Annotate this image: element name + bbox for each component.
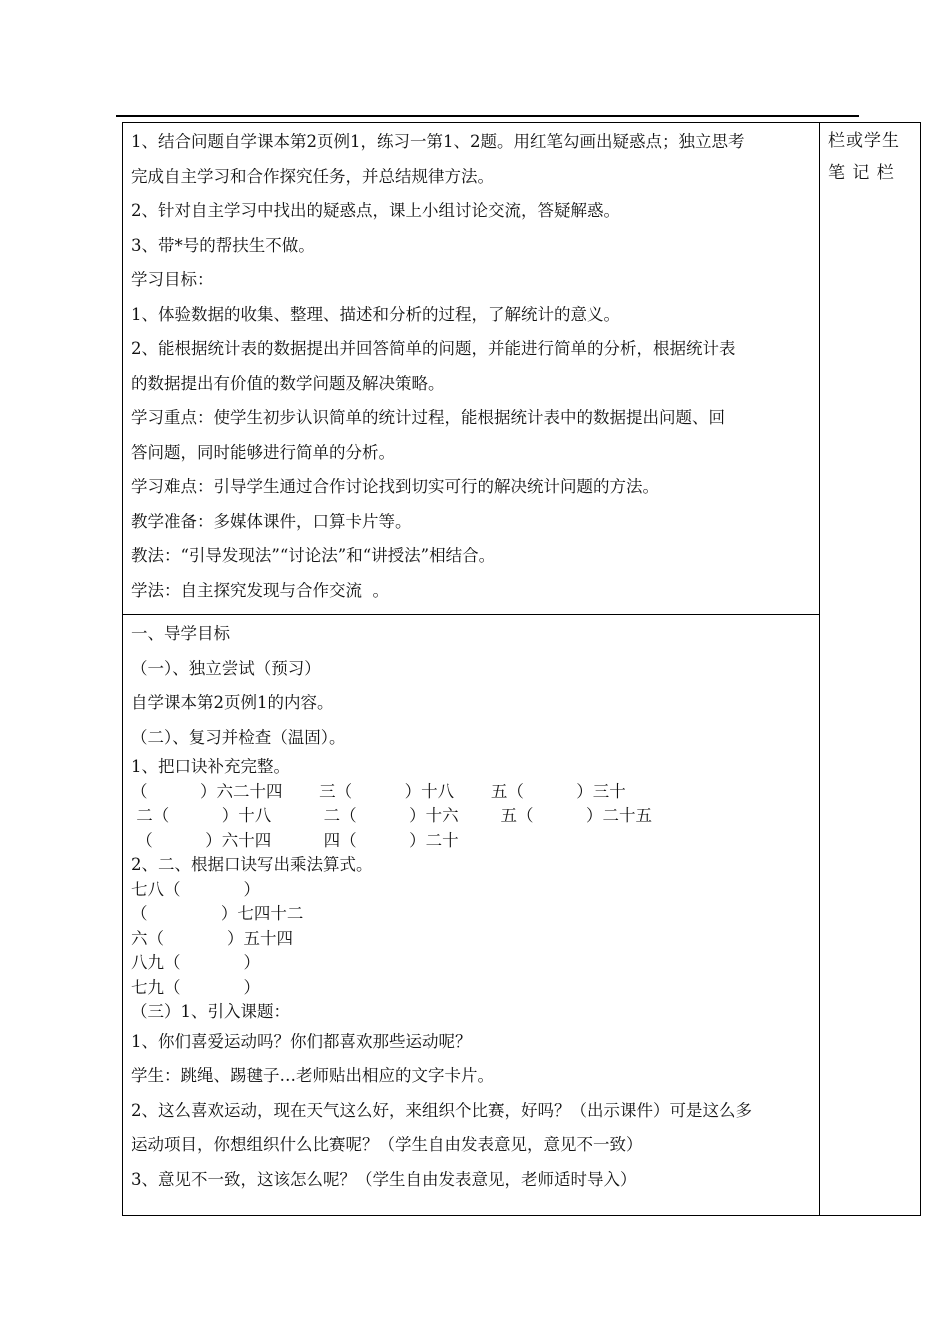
study-guide-cell: [123, 123, 820, 615]
text-line: （ ）六十四 四（ ）二十: [131, 830, 459, 850]
text-line: 1、把口诀补充完整。: [131, 757, 290, 777]
text-line: 3、意见不一致，这该怎么呢？（学生自由发表意见，老师适时导入）: [131, 1169, 637, 1189]
text-line: （ ）七四十二: [131, 904, 304, 924]
text-line: （三）1、引入课题：: [131, 1002, 290, 1022]
text-line: 学生：跳绳、踢毽子…老师贴出相应的文字卡片。: [131, 1066, 494, 1086]
header-rule: [116, 115, 859, 117]
text-line: 一、导学目标: [131, 624, 230, 644]
text-line: 1、体验数据的收集、整理、描述和分析的过程，了解统计的意义。: [131, 304, 620, 324]
text-line: 答问题，同时能够进行简单的分析。: [131, 442, 395, 462]
study-guide-text: [123, 123, 819, 608]
text-line: 学习重点：使学生初步认识简单的统计过程，能根据统计表中的数据提出问题、回: [131, 408, 725, 427]
text-line: 教学准备：多媒体课件，口算卡片等。: [131, 511, 412, 531]
text-line: 学法：自主探究发现与合作交流 。: [131, 580, 389, 600]
notes-column: [820, 123, 921, 1216]
text-line: 完成自主学习和合作探究任务，并总结规律方法。: [131, 166, 494, 186]
text-line: 2、能根据统计表的数据提出并回答简单的问题，并能进行简单的分析，根据统计表: [131, 339, 736, 358]
text-line: 八九（ ）: [131, 953, 260, 973]
notes-column-label-1: 栏或学生: [828, 131, 900, 151]
lesson-content-text: [123, 615, 819, 1197]
text-line: 自学课本第2页例1的内容。: [131, 693, 334, 713]
text-line: （一）、独立尝试（预习）: [131, 658, 321, 678]
lesson-content-cell: [123, 615, 820, 1216]
text-line: 2、针对自主学习中找出的疑惑点，课上小组讨论交流，答疑解惑。: [131, 201, 620, 220]
notes-column-label-2: 笔 记 栏: [828, 163, 895, 183]
text-line: 二（ ）十八 二（ ）十六 五（ ）二十五: [131, 806, 652, 826]
text-line: 2、二、根据口诀写出乘法算式。: [131, 855, 373, 875]
text-line: 学习难点：引导学生通过合作讨论找到切实可行的解决统计问题的方法。: [131, 477, 659, 496]
text-line: 教法：“引导发现法”“讨论法”和“讲授法”相结合。: [131, 546, 496, 565]
text-line: 的数据提出有价值的数学问题及解决策略。: [131, 373, 445, 393]
text-line: 七八（ ）: [131, 879, 260, 899]
text-line: 1、你们喜爱运动吗？你们都喜欢那些运动呢？: [131, 1031, 472, 1051]
text-line: 六（ ）五十四: [131, 928, 293, 948]
text-line: （ ）六二十四 三（ ）十八 五（ ）三十: [131, 781, 626, 801]
table-row: [123, 123, 921, 615]
text-line: 学习目标：: [131, 270, 214, 289]
text-line: 1、结合问题自学课本第2页例1，练习一第1、2题。用红笔勾画出疑惑点；独立思考: [131, 132, 745, 151]
table-row: [123, 615, 921, 1216]
text-line: 3、带*号的帮扶生不做。: [131, 235, 315, 255]
text-line: 2、这么喜欢运动，现在天气这么好，来组织个比赛，好吗？（出示课件）可是这么多: [131, 1100, 752, 1120]
lesson-plan-table: [122, 122, 921, 1216]
text-line: （二）、复习并检查（温固）。: [131, 727, 346, 747]
text-line: 七九（ ）: [131, 977, 260, 997]
text-line: 运动项目，你想组织什么比赛呢？（学生自由发表意见，意见不一致）: [131, 1135, 643, 1155]
